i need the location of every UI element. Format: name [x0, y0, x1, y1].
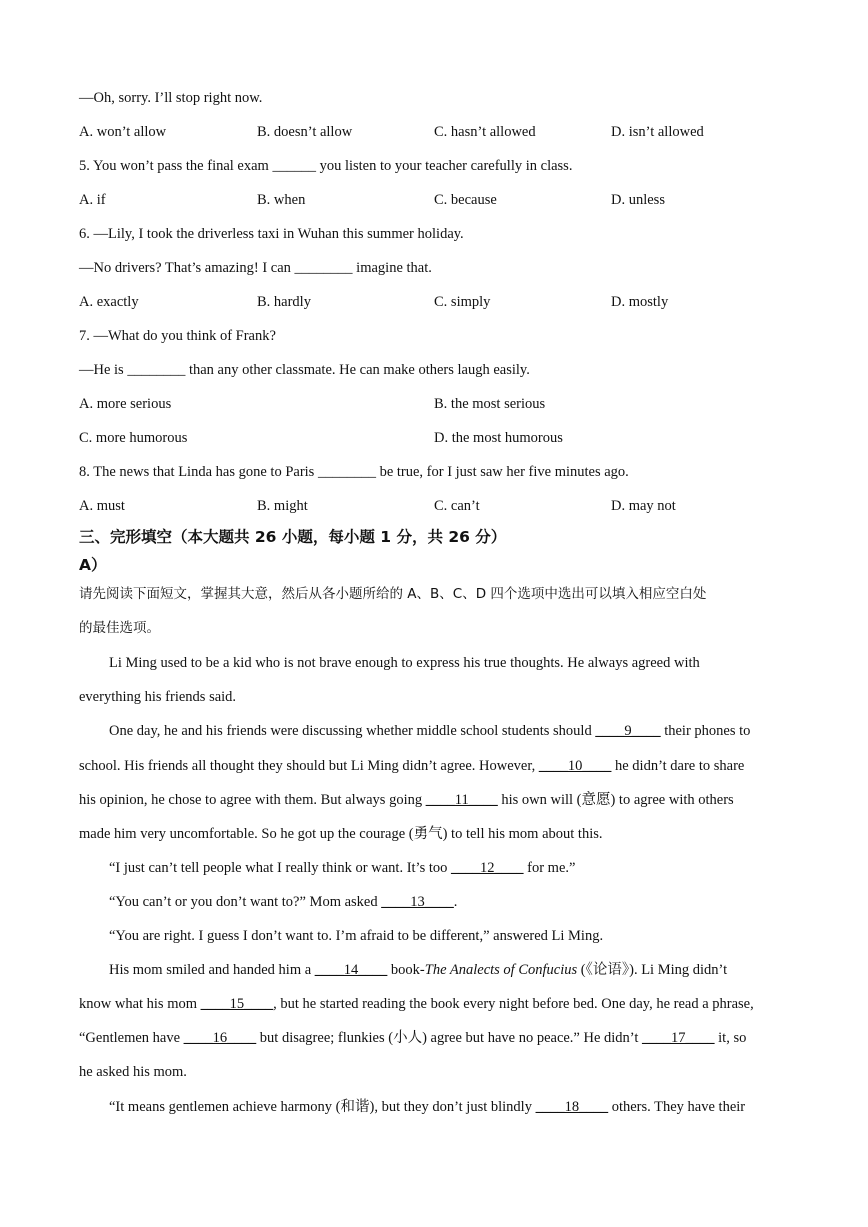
q6-option-a: A. exactly: [79, 294, 139, 310]
q6-question: 6. —Lily, I took the driverless taxi in Wuhan this summer holiday.: [79, 226, 464, 242]
passage-line: “Gentlemen have ____16____ but disagree; flunkies (小人) agree but have no peace.” He didn’t ____17____ it, so: [79, 1030, 747, 1046]
q8-option-d: D. may not: [611, 498, 676, 514]
q6-option-b: B. hardly: [257, 294, 311, 310]
passage-line: His mom smiled and handed him a ____14____ book-The Analects of Confucius (《论语》). Li Ming didn’t: [109, 962, 728, 978]
passage-line: “You can’t or you don’t want to?” Mom asked ____13____.: [109, 894, 458, 910]
part-label: A）: [79, 556, 107, 574]
q4-option-b: B. doesn’t allow: [257, 124, 353, 140]
q4-answer-line: —Oh, sorry. I’ll stop right now.: [79, 90, 263, 106]
passage-line: made him very uncomfortable. So he got up the courage (勇气) to tell his mom about this.: [79, 826, 603, 842]
q6-option-c: C. simply: [434, 294, 491, 310]
q4-option-c: C. hasn’t allowed: [434, 124, 536, 140]
q8-option-b: B. might: [257, 498, 308, 514]
blank-9: ____9____: [595, 723, 661, 739]
q8-option-c: C. can’t: [434, 498, 480, 514]
passage-line: Li Ming used to be a kid who is not brave enough to express his true thoughts. He always agreed with: [109, 655, 700, 671]
q5-option-d: D. unless: [611, 192, 665, 208]
q8-question: 8. The news that Linda has gone to Paris ________ be true, for I just saw her five minutes ago.: [79, 464, 629, 480]
blank-13: ____13____: [381, 894, 454, 910]
passage-line: know what his mom ____15____, but he started reading the book every night before bed. One day, he read a phrase,: [79, 996, 754, 1012]
q5-question: 5. You won’t pass the final exam ______ you listen to your teacher carefully in class.: [79, 158, 573, 174]
passage-line: “I just can’t tell people what I really think or want. It’s too ____12____ for me.”: [109, 860, 576, 876]
section-title: 三、完形填空（本大题共 26 小题，每小题 1 分，共 26 分）: [79, 528, 507, 546]
passage-line: school. His friends all thought they should but Li Ming didn’t agree. However, ____10____ he didn’t dare to share: [79, 758, 745, 774]
passage-line: everything his friends said.: [79, 689, 237, 705]
instructions-line-2: 的最佳选项。: [79, 620, 160, 636]
q7-option-b: B. the most serious: [434, 396, 546, 412]
passage-line: his opinion, he chose to agree with them. But always going ____11____ his own will (意愿) to agree with others: [79, 792, 734, 808]
q6-option-d: D. mostly: [611, 294, 669, 310]
passage-line: One day, he and his friends were discussing whether middle school students should ____9____ their phones to: [109, 723, 751, 739]
passage-line: “You are right. I guess I don’t want to. I’m afraid to be different,” answered Li Ming.: [109, 928, 604, 944]
q7-option-c: C. more humorous: [79, 430, 188, 446]
q5-option-c: C. because: [434, 192, 497, 208]
passage-line: he asked his mom.: [79, 1064, 187, 1080]
blank-14: ____14____: [314, 962, 388, 978]
q4-option-d: D. isn’t allowed: [611, 124, 704, 140]
q7-option-a: A. more serious: [79, 396, 172, 412]
blank-11: ____11____: [425, 792, 498, 808]
q6-answer: —No drivers? That’s amazing! I can ________ imagine that.: [79, 260, 432, 276]
passage-line: “It means gentlemen achieve harmony (和谐), but they don’t just blindly ____18____ others. They have their: [109, 1099, 746, 1115]
blank-17: ____17____: [642, 1030, 715, 1046]
instructions-line-1: 请先阅读下面短文，掌握其大意，然后从各小题所给的 A、B、C、D 四个选项中选出可以填入相应空白处: [79, 586, 707, 602]
book-title: The Analects of Confucius: [424, 962, 578, 978]
q4-option-a: A. won’t allow: [79, 124, 167, 140]
q7-option-d: D. the most humorous: [434, 430, 563, 446]
q8-option-a: A. must: [79, 498, 125, 514]
blank-16: ____16____: [183, 1030, 257, 1046]
blank-12: ____12____: [451, 860, 524, 876]
blank-15: ____15____: [200, 996, 274, 1012]
blank-10: ____10____: [538, 758, 612, 774]
q5-option-b: B. when: [257, 192, 306, 208]
q7-question: 7. —What do you think of Frank?: [79, 328, 276, 344]
blank-18: ____18____: [535, 1099, 609, 1115]
q5-option-a: A. if: [79, 192, 106, 208]
q7-answer: —He is ________ than any other classmate. He can make others laugh easily.: [79, 362, 530, 378]
